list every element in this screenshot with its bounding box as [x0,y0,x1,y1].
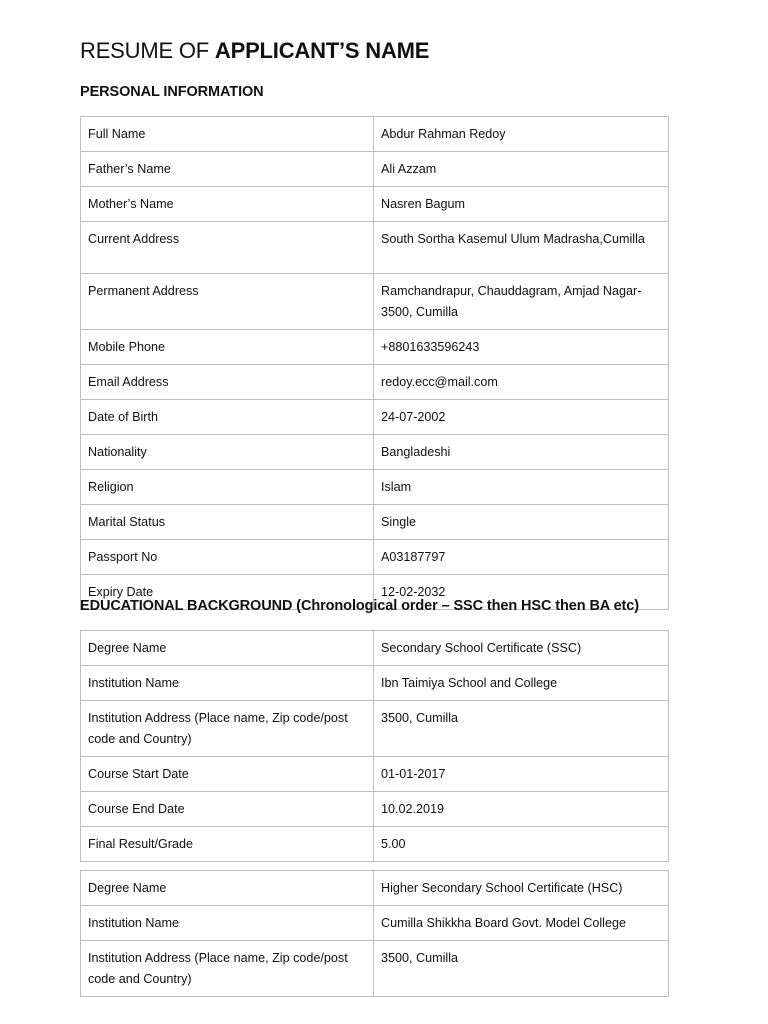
field-value: Abdur Rahman Redoy [374,117,669,152]
field-label: Date of Birth [81,400,374,435]
field-value: 10.02.2019 [374,792,669,827]
table-row [81,470,669,505]
field-value: Ramchandrapur, Chauddagram, Amjad Nagar- 3500, Cumilla [374,274,669,330]
educational-background-heading: EDUCATIONAL BACKGROUND (Chronological order – SSC then HSC then BA etc) [80,598,639,614]
table-row [81,365,669,400]
field-label: Expiry Date [81,575,374,610]
ssc-education-table [80,630,669,862]
field-label: Current Address [81,222,374,274]
table-row [81,871,669,906]
field-value: Cumilla Shikkha Board Govt. Model College [374,906,669,941]
field-label: Mother’s Name [81,187,374,222]
field-value: A03187797 [374,540,669,575]
field-label: Degree Name [81,631,374,666]
table-row [81,666,669,701]
field-label: Mobile Phone [81,330,374,365]
table-row [81,906,669,941]
field-value: Higher Secondary School Certificate (HSC) [374,871,669,906]
table-row [81,187,669,222]
field-value: South Sortha Kasemul Ulum Madrasha,Cumilla [374,222,669,274]
field-value: Ali Azzam [374,152,669,187]
table-row [81,701,669,757]
personal-information-heading: PERSONAL INFORMATION [80,84,264,100]
field-label: Institution Address (Place name, Zip code/post code and Country) [81,941,374,997]
field-value: 3500, Cumilla [374,701,669,757]
field-label: Religion [81,470,374,505]
field-label: Final Result/Grade [81,827,374,862]
table-row [81,152,669,187]
field-value: 5.00 [374,827,669,862]
field-label: Course End Date [81,792,374,827]
field-label: Marital Status [81,505,374,540]
field-label: Passport No [81,540,374,575]
field-value: Ibn Taimiya School and College [374,666,669,701]
field-label: Nationality [81,435,374,470]
field-value: redoy.ecc@mail.com [374,365,669,400]
table-row [81,505,669,540]
field-value: +8801633596243 [374,330,669,365]
field-label: Institution Address (Place name, Zip code/post code and Country) [81,701,374,757]
table-row [81,222,669,274]
field-value: 3500, Cumilla [374,941,669,997]
title-applicant-name: APPLICANT’S NAME [214,38,430,63]
field-value: Bangladeshi [374,435,669,470]
field-value: Single [374,505,669,540]
field-label: Degree Name [81,871,374,906]
field-value: Islam [374,470,669,505]
field-value: 01-01-2017 [374,757,669,792]
table-row [81,792,669,827]
document-title [80,38,429,64]
table-row [81,941,669,997]
field-value: Nasren Bagum [374,187,669,222]
field-label: Full Name [81,117,374,152]
table-row [81,757,669,792]
table-row [81,274,669,330]
field-value: 24-07-2002 [374,400,669,435]
field-label: Permanent Address [81,274,374,330]
field-label: Institution Name [81,906,374,941]
field-label: Father’s Name [81,152,374,187]
field-value: Secondary School Certificate (SSC) [374,631,669,666]
table-row [81,540,669,575]
personal-information-table [80,116,669,610]
table-row [81,400,669,435]
table-row [81,827,669,862]
field-value: 12-02-2032 [374,575,669,610]
table-row [81,117,669,152]
table-row [81,631,669,666]
title-prefix: RESUME OF [80,38,215,63]
hsc-education-table [80,870,669,997]
table-row [81,330,669,365]
table-row [81,435,669,470]
field-label: Email Address [81,365,374,400]
field-label: Institution Name [81,666,374,701]
field-label: Course Start Date [81,757,374,792]
